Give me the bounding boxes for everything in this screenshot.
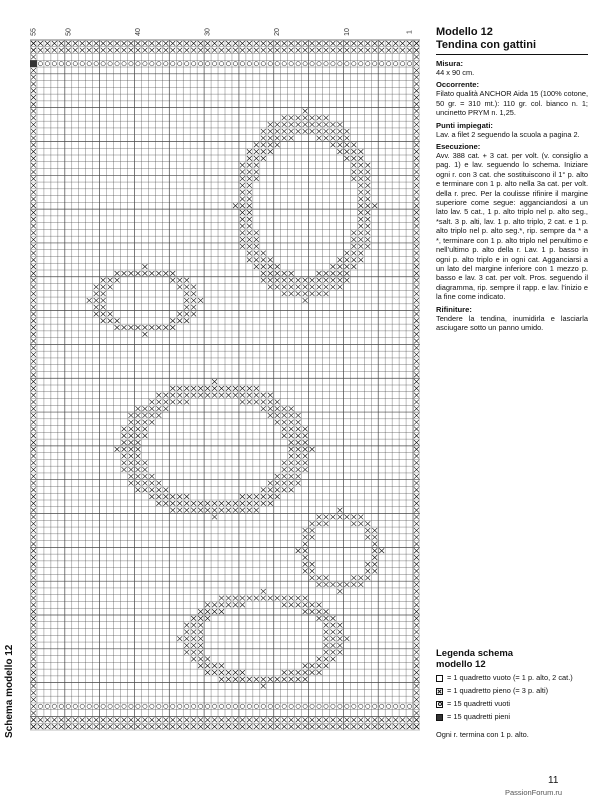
instruction-sections	[436, 59, 588, 332]
ring-marker	[373, 704, 377, 708]
ring-marker	[393, 704, 397, 708]
ring-marker	[366, 704, 370, 708]
legend-item-filled: = 1 quadretto pieno (= 3 p. alti)	[436, 686, 588, 696]
ring-marker	[59, 704, 63, 708]
ring-marker	[52, 61, 56, 65]
ring-marker	[94, 704, 98, 708]
ring-marker	[171, 61, 175, 65]
ring-marker	[282, 704, 286, 708]
ring-marker	[380, 704, 384, 708]
ring-marker	[122, 61, 126, 65]
ring-marker	[164, 704, 168, 708]
ring-marker	[338, 704, 342, 708]
ring-marker	[38, 704, 42, 708]
ring-marker	[157, 61, 161, 65]
ring-marker	[219, 61, 223, 65]
ring-marker	[261, 704, 265, 708]
ring-marker	[191, 704, 195, 708]
ring-marker	[317, 704, 321, 708]
section-text: 44 x 90 cm.	[436, 68, 475, 77]
ring-marker	[254, 61, 258, 65]
ring-marker	[338, 61, 342, 65]
ring-marker	[150, 704, 154, 708]
ring-marker	[366, 61, 370, 65]
ring-marker	[359, 61, 363, 65]
ring-marker	[331, 704, 335, 708]
ring-marker	[275, 704, 279, 708]
ring-marker	[59, 61, 63, 65]
ring-marker	[359, 704, 363, 708]
ring-marker	[94, 61, 98, 65]
ring-marker	[303, 704, 307, 708]
ring-marker	[73, 61, 77, 65]
filled-square-icon	[436, 688, 443, 695]
ring-marker	[185, 704, 189, 708]
ring-marker	[345, 61, 349, 65]
ring-marker	[66, 61, 70, 65]
ring-marker	[45, 704, 49, 708]
ring-marker	[198, 704, 202, 708]
ring-marker	[205, 704, 209, 708]
column-number: 1	[406, 30, 414, 34]
empty-square-icon	[436, 675, 443, 682]
column-number: 40	[134, 28, 142, 36]
ring-marker	[136, 61, 140, 65]
chart-grid	[30, 20, 420, 732]
legend-title-1: Legenda schema	[436, 648, 514, 659]
section-text: Filato qualità ANCHOR Aida 15 (100% cotone, 50 gr. = 310 mt.): 110 gr. col. bianco n. 1; uncinetto PRYM n. 1,25.	[436, 89, 589, 118]
instructions-column	[436, 26, 588, 332]
ring-marker	[212, 61, 216, 65]
chart-label: Schema modello 12	[4, 644, 15, 738]
ring-marker	[407, 61, 411, 65]
ring-marker	[247, 704, 251, 708]
ring-marker	[157, 704, 161, 708]
ring-marker	[101, 704, 105, 708]
ring-marker	[254, 704, 258, 708]
ring-marker	[373, 61, 377, 65]
ring-marker	[129, 704, 133, 708]
ring-marker	[198, 61, 202, 65]
ring-marker	[171, 704, 175, 708]
ring-marker	[296, 61, 300, 65]
ring-marker	[386, 61, 390, 65]
ring-marker	[38, 61, 42, 65]
ring-marker	[282, 61, 286, 65]
ring-marker	[331, 61, 335, 65]
column-number: 50	[65, 28, 73, 36]
section-heading: Punti impiegati:	[436, 120, 493, 130]
grid-lines	[30, 40, 420, 730]
ring-marker	[108, 704, 112, 708]
ring-marker	[143, 704, 147, 708]
ring-marker	[150, 61, 154, 65]
ring-marker	[400, 61, 404, 65]
ring-marker	[233, 704, 237, 708]
watermark: PassionForum.ru	[505, 788, 563, 797]
page-title: Modello 12	[436, 26, 493, 38]
ring-marker	[45, 61, 49, 65]
legend-item-ring: = 15 quadretti vuoti	[436, 699, 588, 709]
ring-marker	[407, 704, 411, 708]
ring-marker	[226, 61, 230, 65]
chart-legend	[436, 648, 588, 740]
ring-marker	[205, 61, 209, 65]
ring-marker	[352, 704, 356, 708]
ring-marker	[212, 704, 216, 708]
ring-marker	[345, 704, 349, 708]
ring-marker	[191, 61, 195, 65]
ring-marker	[352, 61, 356, 65]
ring-marker	[115, 61, 119, 65]
section-heading: Occorrente:	[436, 80, 480, 90]
ring-marker	[261, 61, 265, 65]
ring-marker	[268, 61, 272, 65]
ring-marker	[226, 704, 230, 708]
ring-marker	[289, 61, 293, 65]
ring-marker	[380, 61, 384, 65]
section-heading: Rifiniture:	[436, 304, 472, 314]
ring-marker	[296, 704, 300, 708]
section-text: Avv. 388 cat. + 3 cat. per volt. (v. consiglio a pag. 1) e lav. seguendo lo schema. Iniziare ogni r. con 3 cat. che sostituiscono il 1° p. alto e terminare con 1 p. alto nella 3a cat. per volt. della r. prec. Per la coulisse rifinire il margine superiore come segue: agganciandosi a un lato lav. 5 cat., 1 p. alto triplo nel p. alto seg., *salt. 3 p. alti, lav. 1 p. alto triplo, 2 cat. e 1 p. alto triplo nel p. alto seg.*, rip. sempre da * a *, terminare con 1 p. alto triplo nel penultimo e nell’ultimo p. alto della r. Lav. 1 p. basso in ogni p. alto triplo e in ogni cat. Agganciarsi a un lato del margine inferiore con 1 mezzo p. basso e lav. 3 cat. per volt. Pros. seguendo il diagramma, rip. sempre il rapp. e lav. l’inizio e la fine come indicato.	[436, 151, 588, 302]
ring-marker	[317, 61, 321, 65]
ring-marker	[324, 61, 328, 65]
ring-marker	[80, 61, 84, 65]
ring-marker	[310, 704, 314, 708]
ring-marker	[324, 704, 328, 708]
legend-title-2: modello 12	[436, 659, 486, 670]
ring-marker	[393, 61, 397, 65]
ring-marker	[240, 704, 244, 708]
section-text: Tendere la tendina, inumidirla e lasciarla asciugare sotto un panno umido.	[436, 313, 588, 332]
page-number: 11	[548, 775, 559, 786]
ring-marker	[143, 61, 147, 65]
crochet-chart	[30, 20, 420, 732]
ring-marker	[108, 61, 112, 65]
ring-marker	[164, 61, 168, 65]
ring-marker	[185, 61, 189, 65]
section-heading: Esecuzione:	[436, 142, 481, 152]
ring-marker	[129, 61, 133, 65]
column-number: 30	[204, 28, 212, 36]
ring-marker	[289, 704, 293, 708]
ring-marker	[233, 61, 237, 65]
ring-marker	[101, 61, 105, 65]
ring-marker	[66, 704, 70, 708]
column-number: 10	[343, 28, 351, 36]
ring-marker	[303, 61, 307, 65]
solid-marker	[30, 60, 37, 67]
section-text: Lav. a filet 2 seguendo la scuola a pagina 2.	[436, 129, 580, 139]
ring-marker	[219, 704, 223, 708]
section-heading: Misura:	[436, 59, 464, 68]
column-number: 20	[274, 28, 282, 36]
ring-marker	[73, 704, 77, 708]
ring-marker	[136, 704, 140, 708]
ring-marker	[122, 704, 126, 708]
ring-marker	[240, 61, 244, 65]
ring-marker	[400, 704, 404, 708]
ring-marker	[115, 704, 119, 708]
ring-marker	[178, 704, 182, 708]
ring-marker	[87, 61, 91, 65]
legend-note: Ogni r. termina con 1 p. alto.	[436, 730, 529, 739]
ring-marker	[178, 61, 182, 65]
solid-square-icon	[436, 714, 443, 721]
ring-marker	[275, 61, 279, 65]
ring-marker	[268, 704, 272, 708]
ring-square-icon	[436, 701, 443, 708]
column-number: 55	[30, 28, 38, 36]
ring-marker	[386, 704, 390, 708]
ring-marker	[87, 704, 91, 708]
page-subtitle: Tendina con gattini	[436, 39, 588, 55]
legend-item-solid: = 15 quadretti pieni	[436, 712, 588, 722]
ring-marker	[80, 704, 84, 708]
ring-marker	[52, 704, 56, 708]
legend-item-empty: = 1 quadretto vuoto (= 1 p. alto, 2 cat.)	[436, 673, 588, 683]
ring-marker	[247, 61, 251, 65]
ring-marker	[310, 61, 314, 65]
